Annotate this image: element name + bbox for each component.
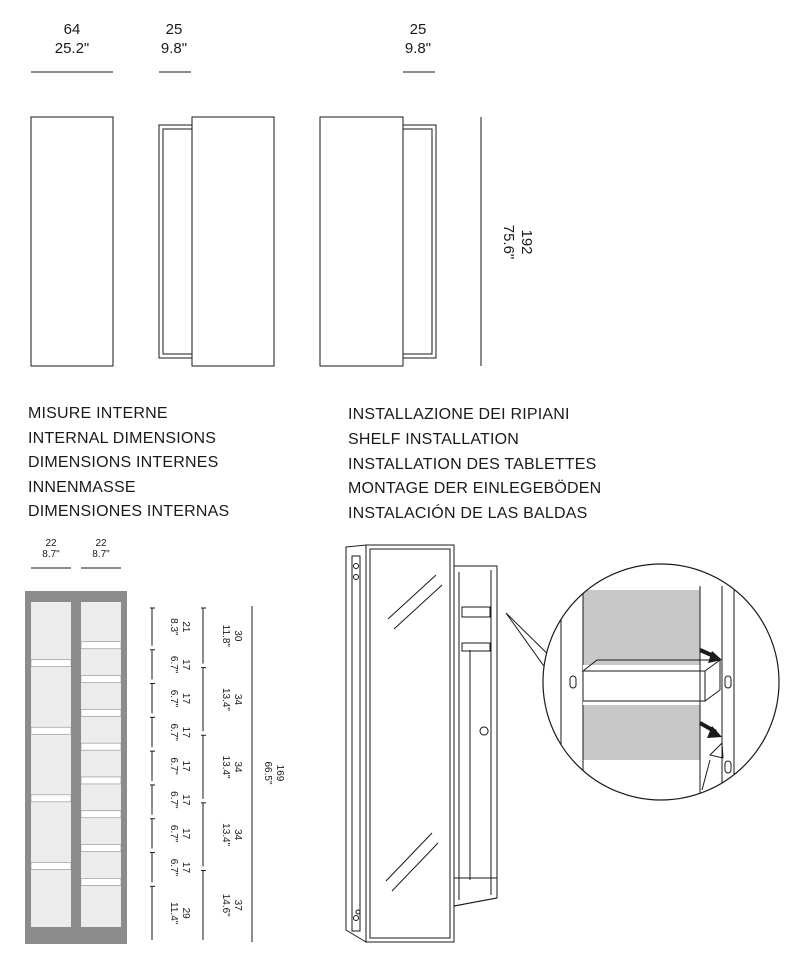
large-bay-cm-label: 30 — [232, 630, 243, 642]
mirror-door — [366, 545, 454, 942]
hinge-screw — [354, 916, 359, 921]
small-bay-in-label: 11.4" — [168, 902, 179, 925]
heading-line: MISURE INTERNE — [28, 405, 168, 422]
side-cabinet-body-2 — [403, 125, 436, 358]
interior-shelf — [81, 676, 121, 683]
interior-shelf — [81, 777, 121, 784]
mirror-door-inner-frame — [370, 549, 450, 938]
height-dimension — [481, 117, 535, 366]
front-elevation — [31, 117, 113, 366]
small-bay-in-label: 6.7" — [168, 723, 179, 741]
interior-shelf — [31, 862, 71, 869]
large-bay-cm-label: 34 — [232, 693, 243, 706]
large-bay-in-label: 13.4" — [220, 687, 231, 711]
interior-shelf — [81, 878, 121, 885]
heading-line: INSTALACIÓN DE LAS BALDAS — [348, 505, 588, 522]
side-door-panel — [192, 117, 274, 366]
side-elevation-right — [320, 117, 436, 366]
small-bay-in-label: 6.7" — [168, 858, 179, 877]
small-bay-cm-label: 17 — [180, 659, 191, 671]
cabinet-shelf — [462, 607, 490, 617]
depth2-in-label: 9.8" — [404, 40, 432, 57]
height-cm-label: 192 — [518, 229, 535, 255]
large-bay-in-label: 13.4" — [220, 755, 231, 779]
door-lock-icon — [480, 727, 488, 735]
depth-in-label: 9.8" — [160, 40, 188, 57]
small-bay-cm-label: 17 — [180, 828, 191, 840]
left-compartment — [31, 602, 71, 927]
interior-shelf — [81, 811, 121, 818]
heading-line: INSTALLAZIONE DEI RIPIANI — [348, 406, 570, 423]
large-bay-dimensions — [201, 608, 243, 940]
side-cabinet-inner-2 — [403, 129, 432, 354]
internal-total-height — [252, 606, 285, 942]
cabinet-interior-view — [25, 591, 127, 944]
cabinet-side-panel — [346, 545, 366, 942]
small-bay-in-label: 8.3" — [168, 618, 179, 636]
height-in-label: 75.6" — [500, 224, 517, 260]
heading-line: INNENMASSE — [28, 479, 136, 496]
interior-shelf — [31, 727, 71, 734]
large-bay-cm-label: 37 — [232, 899, 243, 911]
heading-line: DIMENSIONES INTERNAS — [28, 503, 230, 520]
large-bay-in-label: 14.6" — [220, 893, 231, 917]
small-bay-cm-label: 17 — [180, 692, 191, 705]
heading-line: MONTAGE DER EINLEGEBÖDEN — [348, 480, 602, 497]
heading-line: INTERNAL DIMENSIONS — [28, 430, 217, 447]
total-height-cm: 169 — [274, 764, 285, 782]
large-bay-cm-label: 34 — [232, 761, 243, 773]
total-height-in: 66.5" — [262, 761, 273, 785]
left-column-width-in: 8.7" — [42, 549, 60, 560]
depth-dimension-2 — [403, 21, 435, 72]
small-bay-cm-label: 17 — [180, 794, 191, 806]
small-bay-in-label: 6.7" — [168, 655, 179, 674]
small-bay-cm-label: 17 — [180, 760, 191, 772]
internal-column-widths — [31, 538, 121, 568]
small-bay-in-label: 6.7" — [168, 824, 179, 843]
small-bay-cm-label: 17 — [180, 861, 191, 874]
heading-line: INSTALLATION DES TABLETTES — [348, 456, 597, 473]
side-cabinet-body — [159, 125, 192, 358]
shelf-installation-heading — [348, 406, 601, 522]
depth2-cm-label: 25 — [409, 21, 427, 38]
small-bay-in-label: 6.7" — [168, 791, 179, 809]
large-bay-in-label: 11.8" — [220, 624, 231, 647]
interior-shelf — [31, 660, 71, 667]
depth-dimension — [159, 21, 191, 72]
interior-shelf — [31, 795, 71, 802]
interior-shelf — [81, 845, 121, 852]
small-bay-cm-label: 21 — [180, 621, 191, 633]
heading-line: SHELF INSTALLATION — [348, 431, 520, 448]
left-column-width-cm: 22 — [45, 538, 57, 549]
interior-shelf — [81, 743, 121, 750]
right-column-width-cm: 22 — [95, 538, 107, 549]
large-bay-in-label: 13.4" — [220, 823, 231, 847]
side-elevation-left — [159, 117, 274, 366]
cabinet-perspective-illustration — [346, 545, 497, 942]
small-bay-in-label: 6.7" — [168, 757, 179, 775]
side-cabinet-inner — [163, 129, 192, 354]
right-column-width-in: 8.7" — [92, 549, 110, 560]
heading-line: DIMENSIONS INTERNES — [28, 454, 219, 471]
shelf-detail-magnifier — [543, 564, 779, 800]
cabinet-shelf — [462, 643, 490, 651]
large-bay-cm-label: 34 — [232, 829, 243, 841]
width-in-label: 25.2" — [54, 40, 90, 57]
interior-shelf — [81, 709, 121, 716]
depth-cm-label: 25 — [165, 21, 183, 38]
hinge-screw — [354, 564, 359, 569]
width-cm-label: 64 — [63, 21, 81, 38]
small-bay-cm-label: 17 — [180, 726, 191, 738]
side-door-panel-2 — [320, 117, 403, 366]
cabinet-side-edge — [352, 556, 360, 931]
hinge-screw — [354, 575, 359, 580]
small-bay-in-label: 6.7" — [168, 689, 179, 708]
hinge-screw — [356, 910, 360, 914]
internal-dimensions-heading — [28, 405, 229, 520]
small-bay-dimensions — [150, 608, 191, 940]
width-dimension — [31, 21, 113, 72]
small-bay-cm-label: 29 — [180, 907, 191, 919]
interior-shelf — [81, 642, 121, 649]
